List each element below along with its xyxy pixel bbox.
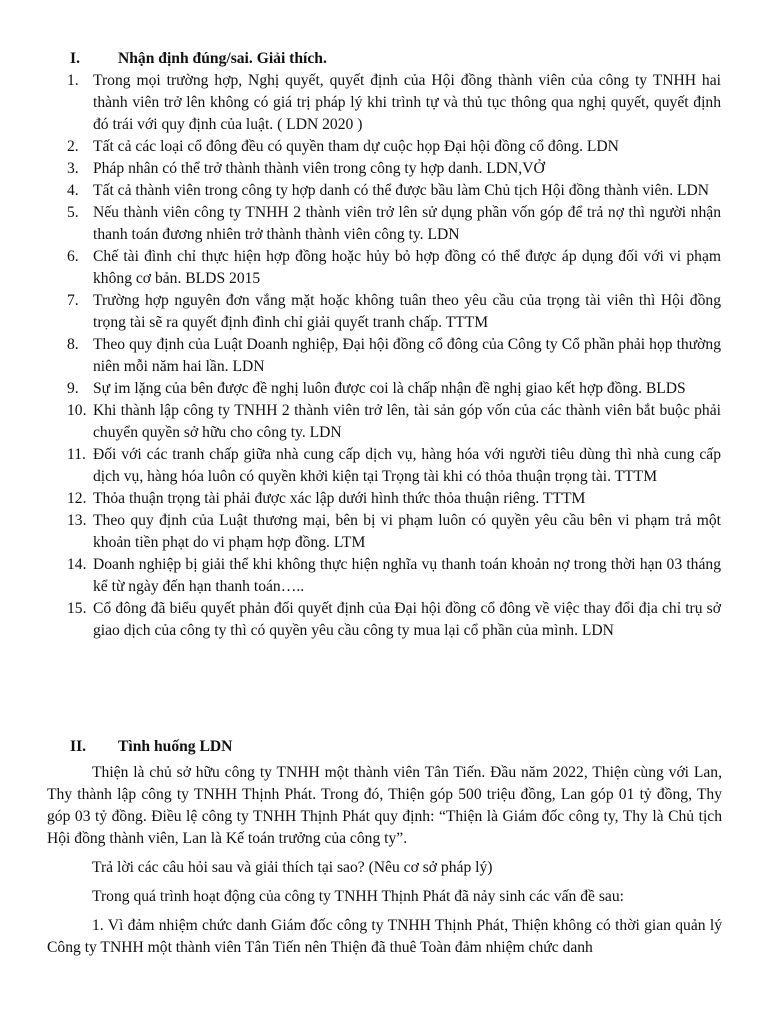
item-number: 15. <box>67 600 87 617</box>
list-item <box>0 400 768 444</box>
list-item <box>0 598 768 642</box>
item-text: Tất cả thành viên trong công ty hợp danh có thể được bầu làm Chủ tịch Hội đồng thành viên. LDN <box>93 182 710 199</box>
statement-list <box>0 70 768 642</box>
item-number: 13. <box>67 512 87 529</box>
item-text: Tất cả các loại cổ đông đều có quyền tham dự cuộc họp Đại hội đồng cổ đông. LDN <box>93 138 619 155</box>
item-number: 7. <box>67 292 79 309</box>
list-item <box>0 334 768 378</box>
list-item <box>0 158 768 180</box>
section-1-number: I. <box>70 50 80 67</box>
item-number: 3. <box>67 160 79 177</box>
list-item <box>0 554 768 598</box>
item-text: Trường hợp nguyên đơn vắng mặt hoặc không tuân theo yêu cầu của trọng tài viên thì Hội đồng trọng tài sẽ ra quyết định đình chỉ giải quyết tranh chấp. TTTM <box>93 292 721 331</box>
section-1-title: Nhận định đúng/sai. Giải thích. <box>118 50 327 67</box>
case-study-body <box>47 762 722 966</box>
item-number: 4. <box>67 182 79 199</box>
item-number: 10. <box>67 402 87 419</box>
item-text: Doanh nghiệp bị giải thể khi không thực hiện nghĩa vụ thanh toán khoản nợ trong thời hạn 03 tháng kể từ ngày đến hạn thanh toán….. <box>93 556 721 595</box>
section-2-number: II. <box>70 738 87 755</box>
item-text: Đối với các tranh chấp giữa nhà cung cấp dịch vụ, hàng hóa với người tiêu dùng thì nhà cung cấp dịch vụ, hàng hóa luôn có quyền khởi kiện tại Trọng tài khi có thỏa thuận trọng tài. TTTM <box>93 446 721 485</box>
list-item <box>0 378 768 400</box>
list-item <box>0 488 768 510</box>
item-text: Thỏa thuận trọng tài phải được xác lập dưới hình thức thỏa thuận riêng. TTTM <box>93 490 586 507</box>
case-paragraph: Trả lời các câu hỏi sau và giải thích tại sao? (Nêu cơ sở pháp lý) <box>92 859 493 876</box>
item-number: 14. <box>67 556 87 573</box>
section-2-title: Tình huống LDN <box>118 738 233 755</box>
item-text: Khi thành lập công ty TNHH 2 thành viên trở lên, tài sản góp vốn của các thành viên bắt buộc phải chuyển quyền sở hữu cho công ty. LDN <box>93 402 721 441</box>
list-item <box>0 70 768 136</box>
item-number: 2. <box>67 138 79 155</box>
item-number: 6. <box>67 248 79 265</box>
item-text: Nếu thành viên công ty TNHH 2 thành viên trở lên sử dụng phần vốn góp để trả nợ thì người nhận thanh toán đương nhiên trở thành thành viên công ty. LDN <box>93 204 721 243</box>
list-item <box>0 510 768 554</box>
case-paragraph: Trong quá trình hoạt động của công ty TNHH Thịnh Phát đã nảy sinh các vấn đề sau: <box>92 888 624 905</box>
item-number: 5. <box>67 204 79 221</box>
list-item <box>0 246 768 290</box>
item-text: Sự im lặng của bên được đề nghị luôn được coi là chấp nhận đề nghị giao kết hợp đồng. BLDS <box>93 380 686 397</box>
item-text: Theo quy định của Luật thương mại, bên bị vi phạm luôn có quyền yêu cầu bên vi phạm trả một khoản tiền phạt do vi phạm hợp đồng. LTM <box>93 512 721 551</box>
list-item <box>0 202 768 246</box>
item-text: Theo quy định của Luật Doanh nghiệp, Đại hội đồng cổ đông của Công ty Cổ phần phải họp thường niên mỗi năm hai lần. LDN <box>93 336 721 375</box>
item-number: 11. <box>67 446 86 463</box>
item-text: Chế tài đình chỉ thực hiện hợp đồng hoặc hủy bỏ hợp đồng có thể được áp dụng đối với vi phạm không cơ bản. BLDS 2015 <box>93 248 721 287</box>
list-item <box>0 136 768 158</box>
case-paragraph: Thiện là chủ sở hữu công ty TNHH một thành viên Tân Tiến. Đầu năm 2022, Thiện cùng với Lan, Thy thành lập công ty TNHH Thịnh Phát. Trong đó, Thiện góp 500 triệu đồng, Lan góp 01 tỷ đồng, Thy góp 03 tỷ đồng. Điều lệ công ty TNHH Thịnh Phát quy định: “Thiện là Giám đốc công ty, Thy là Chủ tịch Hội đồng thành viên, Lan là Kế toán trưởng của công ty”. <box>47 764 722 847</box>
item-text: Trong mọi trường hợp, Nghị quyết, quyết định của Hội đồng thành viên của công ty TNHH hai thành viên trở lên không có giá trị pháp lý khi trình tự và thủ tục thông qua nghị quyết, quyết định đó trái với quy định của luật. ( LDN 2020 ) <box>93 72 721 133</box>
item-number: 12. <box>67 490 87 507</box>
item-number: 1. <box>67 72 79 89</box>
case-paragraph: 1. Vì đảm nhiệm chức danh Giám đốc công ty TNHH Thịnh Phát, Thiện không có thời gian quản lý Công ty TNHH một thành viên Tân Tiến nên Thiện đã thuê Toàn đảm nhiệm chức danh <box>47 917 722 956</box>
item-number: 8. <box>67 336 79 353</box>
list-item <box>0 180 768 202</box>
list-item <box>0 444 768 488</box>
item-number: 9. <box>67 380 79 397</box>
item-text: Pháp nhân có thể trở thành thành viên trong công ty hợp danh. LDN,VỞ <box>93 160 545 177</box>
list-item <box>0 290 768 334</box>
item-text: Cổ đông đã biểu quyết phản đối quyết định của Đại hội đồng cổ đông về việc thay đổi địa chỉ trụ sở giao dịch của công ty thì có quyền yêu cầu công ty mua lại cổ phần của mình. LDN <box>93 600 721 639</box>
